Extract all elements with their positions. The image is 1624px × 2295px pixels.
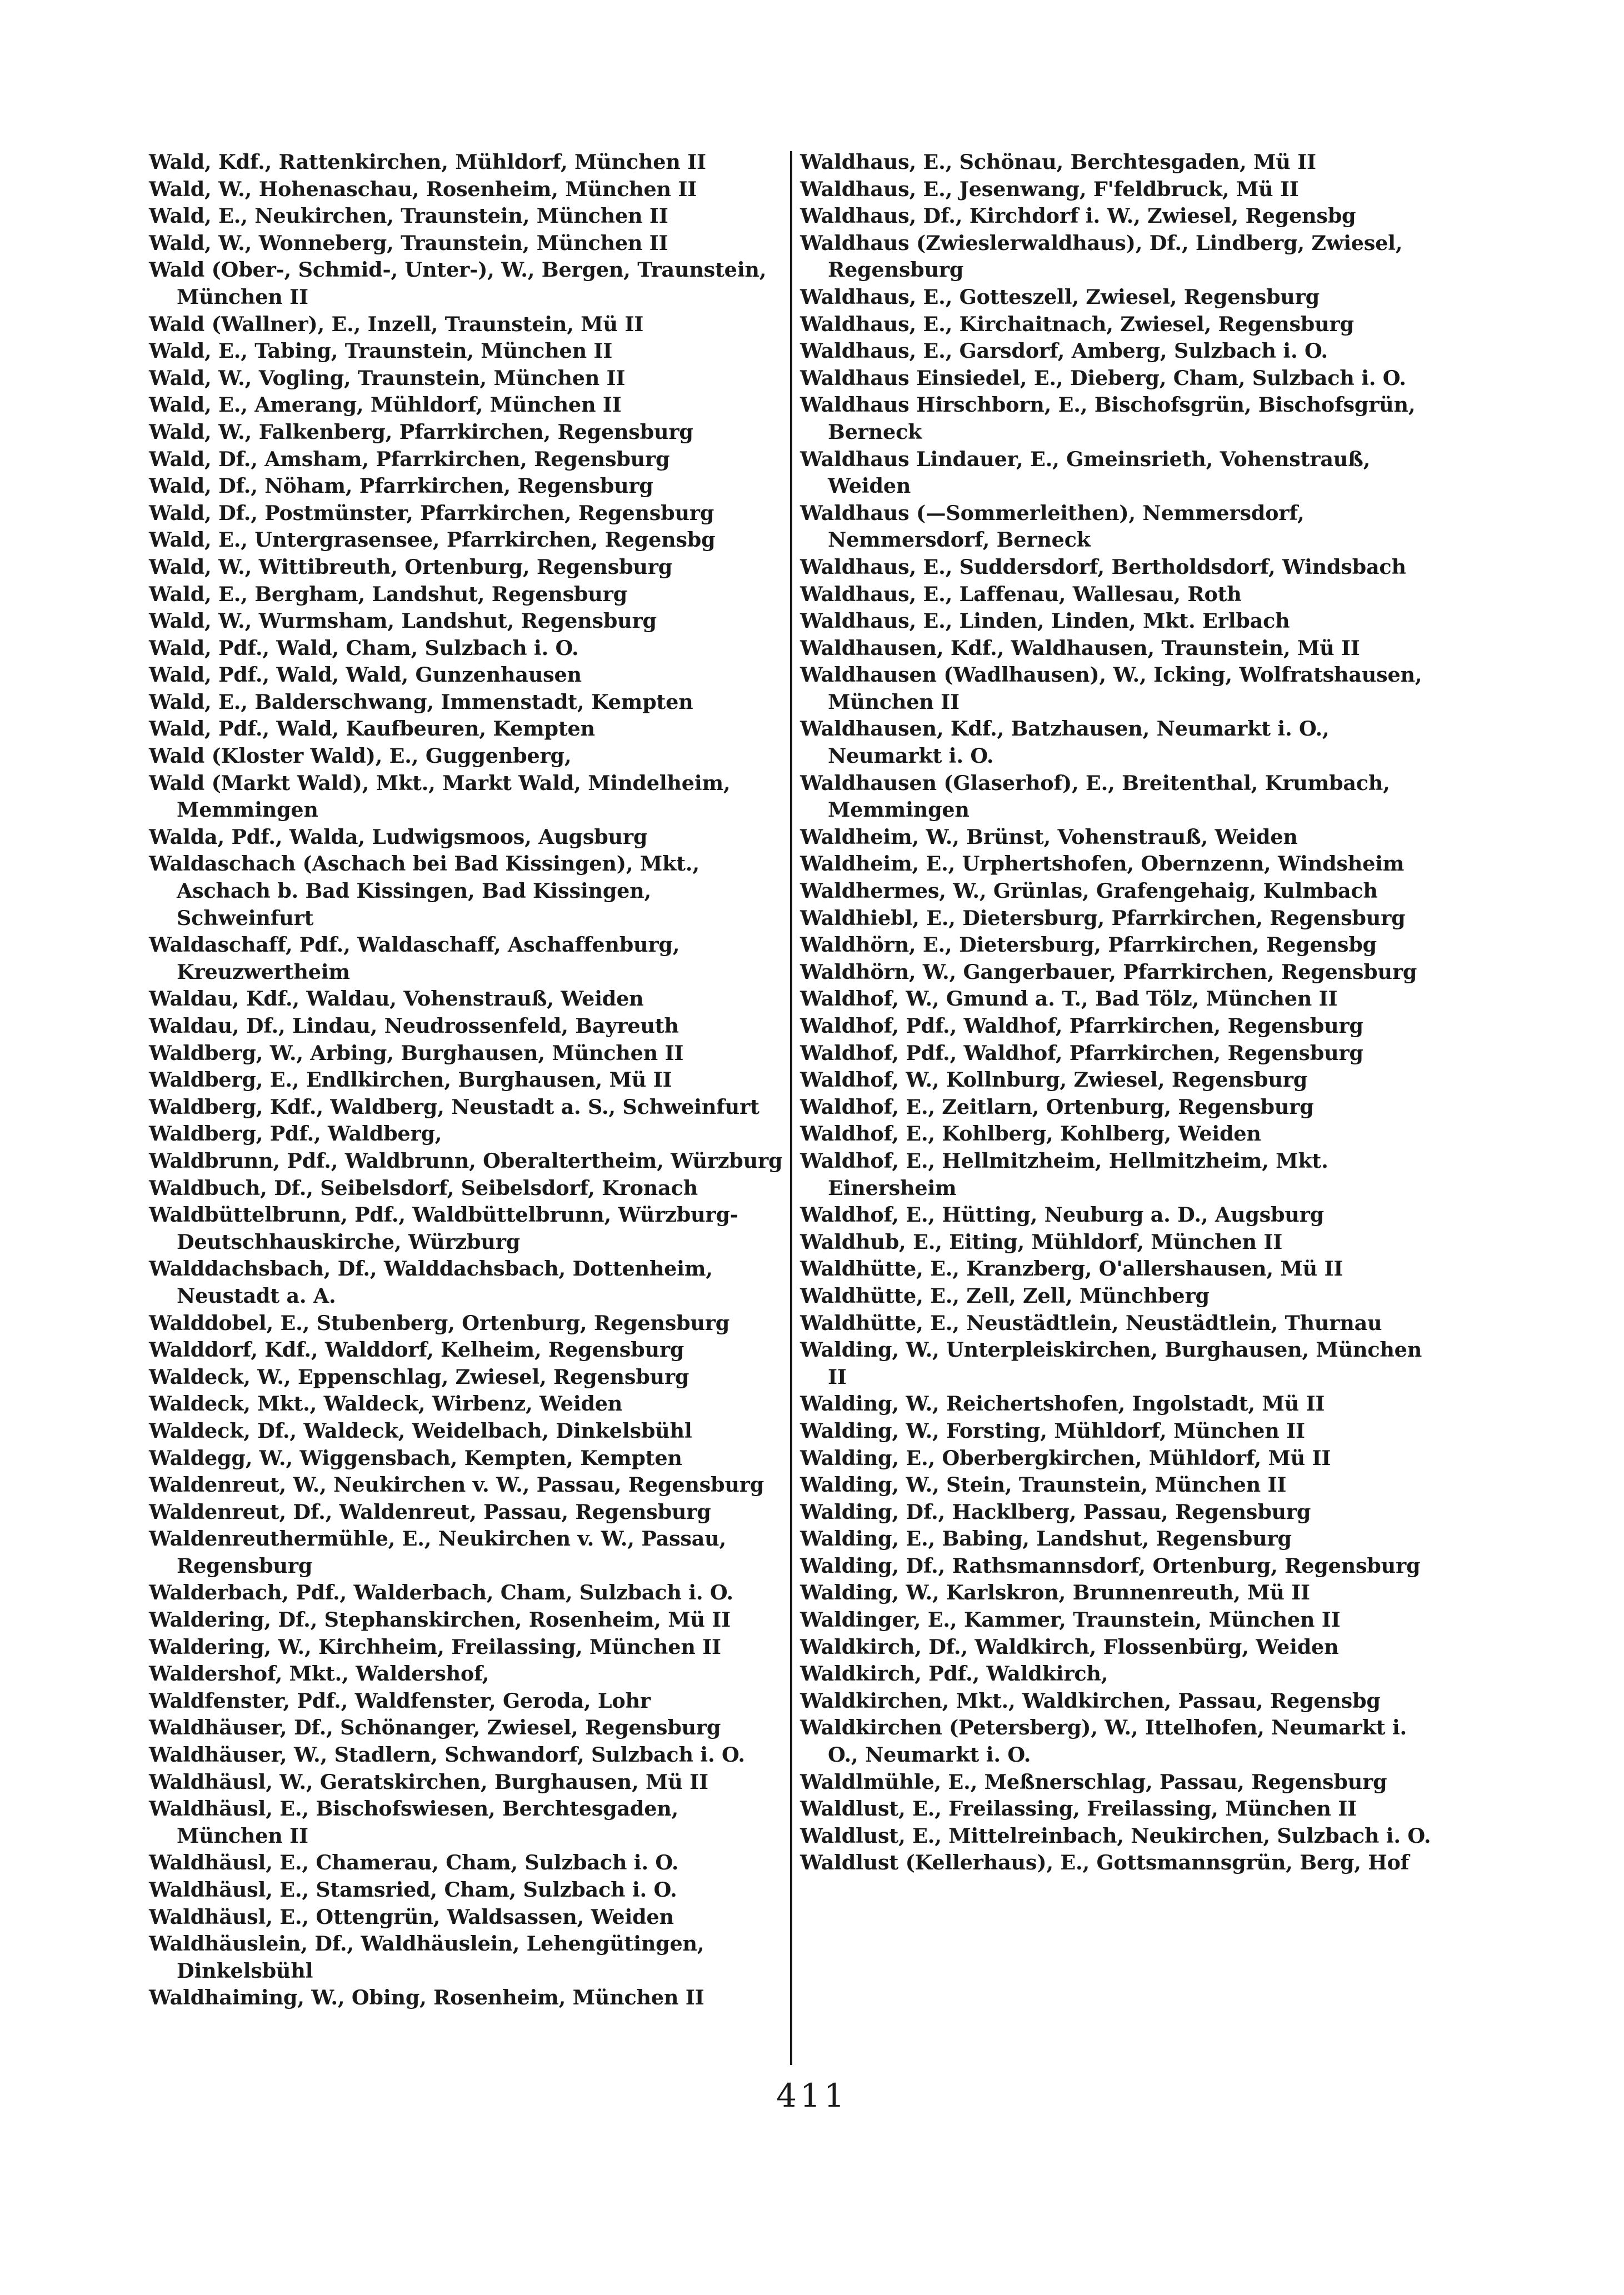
directory-entry: Waldhaus, E., Linden, Linden, Mkt. Erlbach bbox=[800, 609, 1290, 633]
directory-entry: Waldaschaff, Pdf., Waldaschaff, Aschaffenburg, Kreuzwertheim bbox=[149, 933, 680, 984]
directory-entry: Walderbach, Pdf., Walderbach, Cham, Sulzbach i. O. bbox=[149, 1581, 733, 1605]
directory-entry: Walding, W., Reichertshofen, Ingolstadt, Mü II bbox=[800, 1392, 1325, 1416]
directory-entry: Wald, Pdf., Wald, Kaufbeuren, Kempten bbox=[149, 717, 595, 741]
directory-entry: Waldberg, E., Endlkirchen, Burghausen, Mü II bbox=[149, 1068, 672, 1092]
directory-entry: Wald (Ober-, Schmid-, Unter-), W., Bergen, Traunstein, München II bbox=[149, 258, 767, 309]
directory-entry: Waldaschach (Aschach bei Bad Kissingen), Mkt., Aschach b. Bad Kissingen, Bad Kissingen, Schweinfurt bbox=[149, 852, 699, 930]
directory-entry: Wald, E., Neukirchen, Traunstein, München II bbox=[149, 204, 668, 228]
directory-entry: Waldhaus, E., Gotteszell, Zwiesel, Regensburg bbox=[800, 284, 1320, 309]
directory-entry: Waldhäusl, E., Bischofswiesen, Berchtesgaden, München II bbox=[149, 1797, 679, 1848]
directory-entry: Walda, Pdf., Walda, Ludwigsmoos, Augsburg bbox=[149, 824, 648, 849]
right-column bbox=[800, 149, 1438, 1877]
directory-entry: Walding, E., Babing, Landshut, Regensburg bbox=[800, 1527, 1292, 1551]
directory-entry: Waldhof, Pdf., Waldhof, Pfarrkirchen, Regensburg bbox=[800, 1041, 1363, 1065]
directory-entry: Waldhaus Lindauer, E., Gmeinsrieth, Vohenstrauß, Weiden bbox=[800, 447, 1371, 498]
directory-entry: Wald, W., Vogling, Traunstein, München II bbox=[149, 366, 626, 390]
directory-entry: Wald, Pdf., Wald, Wald, Gunzenhausen bbox=[149, 663, 582, 687]
directory-entry: Wald, Kdf., Rattenkirchen, Mühldorf, München II bbox=[149, 150, 706, 174]
directory-entry: Waldlust, E., Freilassing, Freilassing, München II bbox=[800, 1797, 1357, 1821]
directory-entry: Waldhof, E., Hütting, Neuburg a. D., Augsburg bbox=[800, 1203, 1324, 1227]
directory-entry: Waldhaus, E., Suddersdorf, Bertholdsdorf, Windsbach bbox=[800, 554, 1406, 579]
directory-entry: Waldhörn, W., Gangerbauer, Pfarrkirchen, Regensburg bbox=[800, 959, 1417, 984]
directory-entry: Wald, W., Wurmsham, Landshut, Regensburg bbox=[149, 609, 657, 633]
directory-entry: Waldhaus Hirschborn, E., Bischofsgrün, Bischofsgrün, Berneck bbox=[800, 393, 1416, 444]
directory-entry: Walding, Df., Rathsmannsdorf, Ortenburg, Regensburg bbox=[800, 1553, 1421, 1578]
directory-entry: Wald, W., Wittibreuth, Ortenburg, Regensburg bbox=[149, 554, 673, 579]
directory-entry: Wald, E., Balderschwang, Immenstadt, Kempten bbox=[149, 689, 693, 714]
directory-entry: Waldbüttelbrunn, Pdf., Waldbüttelbrunn, Würzburg-Deutschhauskirche, Würzburg bbox=[149, 1203, 738, 1254]
directory-entry: Waldberg, Kdf., Waldberg, Neustadt a. S., Schweinfurt bbox=[149, 1094, 759, 1119]
directory-entry: Waldhof, W., Kollnburg, Zwiesel, Regensburg bbox=[800, 1068, 1308, 1092]
directory-entry: Wald, E., Untergrasensee, Pfarrkirchen, Regensbg bbox=[149, 528, 716, 552]
directory-entry: Waldkirch, Df., Waldkirch, Flossenbürg, Weiden bbox=[800, 1634, 1339, 1659]
directory-entry: Waldberg, W., Arbing, Burghausen, München II bbox=[149, 1041, 684, 1065]
directory-entry: Waldhaus (—Sommerleithen), Nemmersdorf, Nemmersdorf, Berneck bbox=[800, 501, 1305, 552]
directory-entry: Wald, W., Hohenaschau, Rosenheim, München II bbox=[149, 177, 697, 201]
directory-entry: Waldeck, Df., Waldeck, Weidelbach, Dinkelsbühl bbox=[149, 1418, 692, 1443]
directory-entry: Wald (Markt Wald), Mkt., Markt Wald, Mindelheim, Memmingen bbox=[149, 771, 731, 822]
directory-entry: Waldlust, E., Mittelreinbach, Neukirchen, Sulzbach i. O. bbox=[800, 1823, 1431, 1848]
directory-entry: Waldinger, E., Kammer, Traunstein, München II bbox=[800, 1608, 1341, 1632]
directory-entry: Waldhof, E., Kohlberg, Kohlberg, Weiden bbox=[800, 1122, 1261, 1146]
directory-entry: Waldkirchen, Mkt., Waldkirchen, Passau, Regensbg bbox=[800, 1688, 1381, 1713]
directory-entry: Waldhaus, E., Jesenwang, F'feldbruck, Mü II bbox=[800, 177, 1299, 201]
directory-entry: Waldkirch, Pdf., Waldkirch, bbox=[800, 1662, 1108, 1686]
directory-entry: Walding, W., Karlskron, Brunnenreuth, Mü II bbox=[800, 1581, 1310, 1605]
directory-entry: Wald, E., Amerang, Mühldorf, München II bbox=[149, 393, 622, 417]
directory-entry: Waldkirchen (Petersberg), W., Ittelhofen, Neumarkt i. O., Neumarkt i. O. bbox=[800, 1716, 1407, 1767]
directory-entry: Waldhausen (Wadlhausen), W., Icking, Wolfratshausen, München II bbox=[800, 663, 1422, 714]
directory-entry: Waldhäusl, E., Ottengrün, Waldsassen, Weiden bbox=[149, 1904, 674, 1929]
directory-entry: Walding, W., Forsting, Mühldorf, München II bbox=[800, 1418, 1305, 1443]
directory-entry: Waldhäuser, W., Stadlern, Schwandorf, Sulzbach i. O. bbox=[149, 1743, 745, 1767]
directory-entry: Waldheim, W., Brünst, Vohenstrauß, Weiden bbox=[800, 824, 1298, 849]
directory-entry: Waldbuch, Df., Seibelsdorf, Seibelsdorf, Kronach bbox=[149, 1176, 698, 1200]
directory-entry: Waldhausen, Kdf., Batzhausen, Neumarkt i. O., Neumarkt i. O. bbox=[800, 717, 1330, 768]
directory-entry: Waldhütte, E., Neustädtlein, Neustädtlein, Thurnau bbox=[800, 1311, 1382, 1335]
page-number: 411 bbox=[776, 2077, 848, 2114]
directory-entry: Waldheim, E., Urphertshofen, Obernzenn, Windsheim bbox=[800, 852, 1405, 876]
directory-entry: Waldlust (Kellerhaus), E., Gottsmannsgrün, Berg, Hof bbox=[800, 1851, 1410, 1875]
directory-entry: Waldau, Kdf., Waldau, Vohenstrauß, Weiden bbox=[149, 987, 644, 1011]
directory-entry: Wald, Df., Nöham, Pfarrkirchen, Regensburg bbox=[149, 474, 653, 498]
directory-entry: Waldhausen (Glaserhof), E., Breitenthal, Krumbach, Memmingen bbox=[800, 771, 1390, 822]
column-divider bbox=[790, 151, 792, 2065]
directory-entry: Waldhof, E., Hellmitzheim, Hellmitzheim, Mkt. Einersheim bbox=[800, 1148, 1328, 1200]
directory-entry: Waldhaus Einsiedel, E., Dieberg, Cham, Sulzbach i. O. bbox=[800, 366, 1406, 390]
directory-entry: Wald, Df., Amsham, Pfarrkirchen, Regensburg bbox=[149, 447, 670, 471]
directory-entry: Waldhub, E., Eiting, Mühldorf, München II bbox=[800, 1229, 1283, 1254]
directory-entry: Waldberg, Pdf., Waldberg, bbox=[149, 1122, 442, 1146]
directory-entry: Waldfenster, Pdf., Waldfenster, Geroda, Lohr bbox=[149, 1688, 651, 1713]
directory-entry: Waldhütte, E., Zell, Zell, Münchberg bbox=[800, 1283, 1210, 1308]
directory-entry: Waldhermes, W., Grünlas, Grafengehaig, Kulmbach bbox=[800, 879, 1378, 903]
directory-entry: Waldhaus, E., Garsdorf, Amberg, Sulzbach i. O. bbox=[800, 339, 1328, 363]
directory-entry: Waldhäusl, E., Chamerau, Cham, Sulzbach i. O. bbox=[149, 1851, 679, 1875]
directory-entry: Waldhaus, Df., Kirchdorf i. W., Zwiesel, Regensbg bbox=[800, 204, 1356, 228]
directory-entry: Wald, Df., Postmünster, Pfarrkirchen, Regensburg bbox=[149, 501, 714, 525]
directory-entry: Waldhaus (Zwieslerwaldhaus), Df., Lindberg, Zwiesel, Regensburg bbox=[800, 231, 1403, 282]
directory-entry: Waldering, W., Kirchheim, Freilassing, München II bbox=[149, 1634, 721, 1659]
directory-entry: Walding, W., Unterpleiskirchen, Burghausen, München II bbox=[800, 1338, 1422, 1389]
left-column bbox=[149, 149, 787, 2012]
directory-entry: Waldhaus, E., Schönau, Berchtesgaden, Mü II bbox=[800, 150, 1316, 174]
directory-entry: Waldhäusl, E., Stamsried, Cham, Sulzbach i. O. bbox=[149, 1878, 677, 1902]
directory-entry: Wald, W., Falkenberg, Pfarrkirchen, Regensburg bbox=[149, 419, 693, 444]
directory-entry: Waldhäuslein, Df., Waldhäuslein, Lehengütingen, Dinkelsbühl bbox=[149, 1932, 704, 1983]
directory-entry: Waldenreuthermühle, E., Neukirchen v. W., Passau, Regensburg bbox=[149, 1527, 727, 1578]
directory-entry: Waldhof, Pdf., Waldhof, Pfarrkirchen, Regensburg bbox=[800, 1014, 1363, 1038]
directory-entry: Wald, W., Wonneberg, Traunstein, München II bbox=[149, 231, 668, 255]
directory-entry: Waldenreut, W., Neukirchen v. W., Passau, Regensburg bbox=[149, 1473, 764, 1497]
directory-entry: Waldhäuser, Df., Schönanger, Zwiesel, Regensburg bbox=[149, 1716, 721, 1740]
directory-entry: Walddorf, Kdf., Walddorf, Kelheim, Regensburg bbox=[149, 1338, 684, 1362]
directory-entry: Walddobel, E., Stubenberg, Ortenburg, Regensburg bbox=[149, 1311, 730, 1335]
directory-entry: Waldhaus, E., Laffenau, Wallesau, Roth bbox=[800, 582, 1242, 606]
directory-entry: Wald (Wallner), E., Inzell, Traunstein, Mü II bbox=[149, 312, 644, 336]
directory-entry: Walddachsbach, Df., Walddachsbach, Dottenheim, Neustadt a. A. bbox=[149, 1257, 713, 1308]
directory-entry: Waldeck, W., Eppenschlag, Zwiesel, Regensburg bbox=[149, 1364, 689, 1389]
directory-entry: Walding, Df., Hacklberg, Passau, Regensburg bbox=[800, 1499, 1311, 1524]
directory-entry: Waldau, Df., Lindau, Neudrossenfeld, Bayreuth bbox=[149, 1014, 679, 1038]
directory-entry: Waldhausen, Kdf., Waldhausen, Traunstein, Mü II bbox=[800, 636, 1360, 660]
directory-entry: Wald, E., Bergham, Landshut, Regensburg bbox=[149, 582, 627, 606]
directory-entry: Waldegg, W., Wiggensbach, Kempten, Kempten bbox=[149, 1446, 682, 1470]
directory-entry: Waldhaiming, W., Obing, Rosenheim, München II bbox=[149, 1986, 704, 2010]
directory-entry: Walding, E., Oberbergkirchen, Mühldorf, Mü II bbox=[800, 1446, 1331, 1470]
directory-entry: Waldhütte, E., Kranzberg, O'allershausen, Mü II bbox=[800, 1257, 1343, 1281]
directory-entry: Waldhof, E., Zeitlarn, Ortenburg, Regensburg bbox=[800, 1094, 1314, 1119]
directory-entry: Waldhörn, E., Dietersburg, Pfarrkirchen, Regensbg bbox=[800, 933, 1377, 957]
directory-entry: Waldlmühle, E., Meßnerschlag, Passau, Regensburg bbox=[800, 1769, 1387, 1794]
directory-entry: Wald, Pdf., Wald, Cham, Sulzbach i. O. bbox=[149, 636, 579, 660]
directory-entry: Waldbrunn, Pdf., Waldbrunn, Oberaltertheim, Würzburg bbox=[149, 1148, 783, 1173]
directory-entry: Waldhof, W., Gmund a. T., Bad Tölz, München II bbox=[800, 987, 1338, 1011]
directory-entry: Waldeck, Mkt., Waldeck, Wirbenz, Weiden bbox=[149, 1392, 623, 1416]
directory-entry: Waldering, Df., Stephanskirchen, Rosenheim, Mü II bbox=[149, 1608, 731, 1632]
directory-entry: Walding, W., Stein, Traunstein, München II bbox=[800, 1473, 1287, 1497]
directory-entry: Wald (Kloster Wald), E., Guggenberg, bbox=[149, 744, 572, 768]
directory-entry: Waldenreut, Df., Waldenreut, Passau, Regensburg bbox=[149, 1499, 711, 1524]
directory-entry: Waldhaus, E., Kirchaitnach, Zwiesel, Regensburg bbox=[800, 312, 1354, 336]
directory-entry: Waldhiebl, E., Dietersburg, Pfarrkirchen, Regensburg bbox=[800, 906, 1406, 930]
directory-entry: Waldhäusl, W., Geratskirchen, Burghausen, Mü II bbox=[149, 1769, 708, 1794]
directory-entry: Wald, E., Tabing, Traunstein, München II bbox=[149, 339, 613, 363]
directory-entry: Waldershof, Mkt., Waldershof, bbox=[149, 1662, 489, 1686]
